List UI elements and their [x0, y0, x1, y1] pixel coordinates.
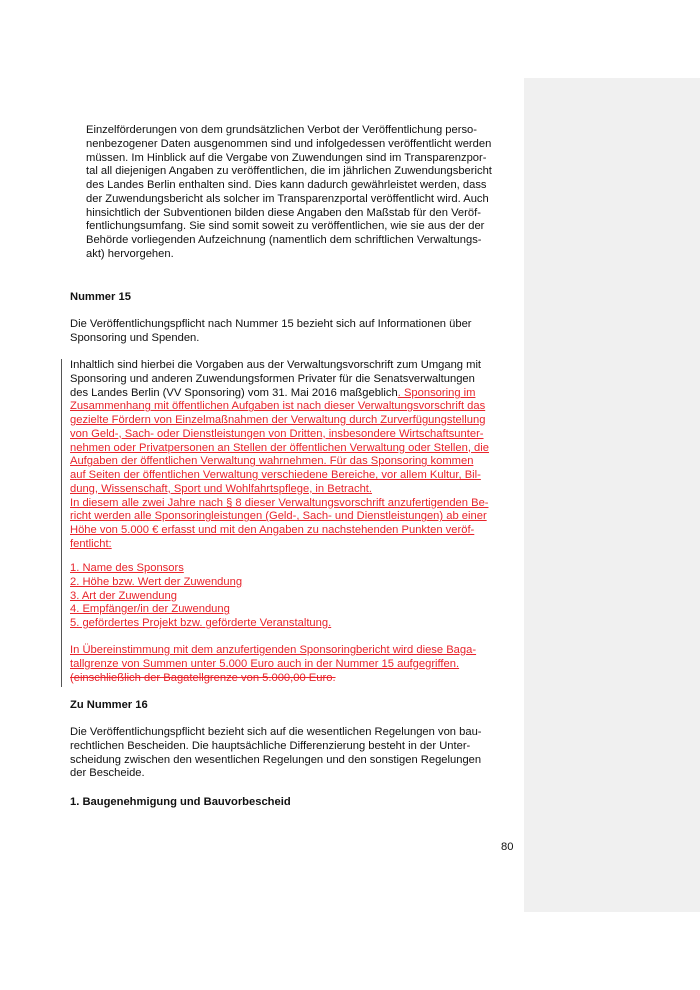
inserted-line: gezielte Fördern von Einzelmaßnahmen der Verwaltung durch Zurverfügungstellung: [70, 414, 486, 426]
change-bar: [61, 359, 62, 687]
inserted-line: Aufgaben der öffentlichen Verwaltung wahrnehmen. Für das Sponsoring kommen: [70, 455, 474, 468]
comment-pane: [524, 78, 700, 912]
list-item: 2. Höhe bzw. Wert der Zuwendung: [70, 575, 243, 588]
text-line: rechtlichen Bescheiden. Die hauptsächliche Differenzierung besteht in der Unter-: [70, 739, 471, 752]
text-line: nenbezogener Daten ausgenommen sind und infolgedessen veröffentlicht werden: [86, 137, 492, 150]
heading-baugenehmigung: 1. Baugenehmigung und Bauvorbescheid: [70, 796, 291, 808]
text-line: Einzelförderungen von dem grundsätzlichen Verbot der Veröffentlichung perso-: [86, 124, 477, 136]
inserted-line: richt werden alle Sponsoringleistungen (Geld-, Sach- und Dienstleistungen) ab einer: [70, 510, 487, 523]
heading-nummer-15: Nummer 15: [70, 291, 131, 303]
text-line: des Landes Berlin enthalten sind. Dies kann dadurch gewährleistet werden, dass: [86, 179, 487, 191]
inserted-line: tallgrenze von Summen unter 5.000 Euro auch in der Nummer 15 aufgegriffen.: [70, 657, 460, 670]
heading-zu-nummer-16: Zu Nummer 16: [70, 699, 148, 711]
text-line: Sponsoring und anderen Zuwendungsformen Privater für die Senatsverwaltungen: [70, 372, 475, 385]
inserted-line: dung, Wissenschaft, Sport und Wohlfahrtspflege, in Betracht.: [70, 482, 373, 495]
paragraph-15-sponsoring: [70, 359, 518, 552]
text-line: hinsichtlich der Subventionen bilden diese Angaben den Maßstab für den Veröf-: [86, 206, 481, 219]
paragraph-zuwendungen: [86, 124, 518, 262]
inserted-line: auf Seiten der öffentlichen Verwaltung verschiedene Bereiche, vor allem Kultur, Bil-: [70, 469, 481, 481]
list-item: 4. Empfänger/in der Zuwendung: [70, 603, 230, 616]
text-line: Sponsoring und Spenden.: [70, 331, 200, 344]
text-line-mixed: [70, 387, 518, 401]
text-line: Die Veröffentlichungspflicht bezieht sich auf die wesentlichen Regelungen von bau-: [70, 726, 482, 738]
text-line: akt) hervorgehen.: [86, 247, 174, 260]
text-line: Behörde vorliegenden Aufzeichnung (namentlich dem schriftlichen Verwaltungs-: [86, 234, 482, 246]
list-item: 3. Art der Zuwendung: [70, 589, 177, 602]
paragraph-bagatellgrenze: [70, 644, 518, 685]
paragraph-16: [70, 726, 518, 781]
inserted-line: Zusammenhang mit öffentlichen Aufgaben ist nach dieser Verwaltungsvorschrift das: [70, 400, 486, 413]
inserted-line: In diesem alle zwei Jahre nach § 8 dieser Verwaltungsvorschrift anzufertigenden Be-: [70, 496, 489, 509]
text-line: tal all diejenigen Angaben zu veröffentlichen, die im jährlichen Zuwendungsbericht: [86, 165, 492, 178]
deleted-line: (einschließlich der Bagatellgrenze von 5.000,00 Euro.: [70, 671, 336, 684]
inserted-text: . Sponsoring im: [397, 386, 476, 399]
list-item: 5. gefördertes Projekt bzw. geförderte Veranstaltung.: [70, 617, 332, 629]
inserted-line: nehmen oder Privatpersonen an Stellen der öffentlichen Verwaltung oder Stellen, die: [70, 441, 489, 454]
text-line: der Bescheide.: [70, 767, 145, 780]
sponsoring-list: [70, 562, 518, 631]
inserted-line: Höhe von 5.000 € erfasst und mit den Angaben zu nachstehenden Punkten veröf-: [70, 524, 475, 536]
text-line: Die Veröffentlichungspflicht nach Nummer 15 bezieht sich auf Informationen über: [70, 318, 472, 330]
page-number: 80: [501, 841, 514, 853]
inserted-line: fentlicht:: [70, 537, 112, 550]
text-line: fentlichungsumfang. Sie sind somit soweit zu veröffentlichen, wie sie aus der der: [86, 220, 485, 233]
paragraph-15-intro: [70, 318, 518, 346]
inserted-line: In Übereinstimmung mit dem anzufertigenden Sponsoringbericht wird diese Baga-: [70, 644, 477, 656]
text-line: scheidung zwischen den wesentlichen Regelungen und den sonstigen Regelungen: [70, 753, 482, 766]
text-line: Inhaltlich sind hierbei die Vorgaben aus der Verwaltungsvorschrift zum Umgang mit: [70, 359, 482, 371]
list-item: 1. Name des Sponsors: [70, 562, 184, 574]
text-line: der Zuwendungsbericht als solcher im Transparenzportal veröffentlicht wird. Auch: [86, 192, 489, 205]
inserted-line: von Geld-, Sach- oder Dienstleistungen von Dritten, insbesondere Wirtschaftsunter-: [70, 427, 484, 440]
plain-text: des Landes Berlin (VV Sponsoring) vom 31. Mai 2016 maßgeblich: [70, 386, 398, 399]
text-line: müssen. Im Hinblick auf die Vergabe von Zuwendungen sind im Transparenzpor-: [86, 151, 487, 164]
